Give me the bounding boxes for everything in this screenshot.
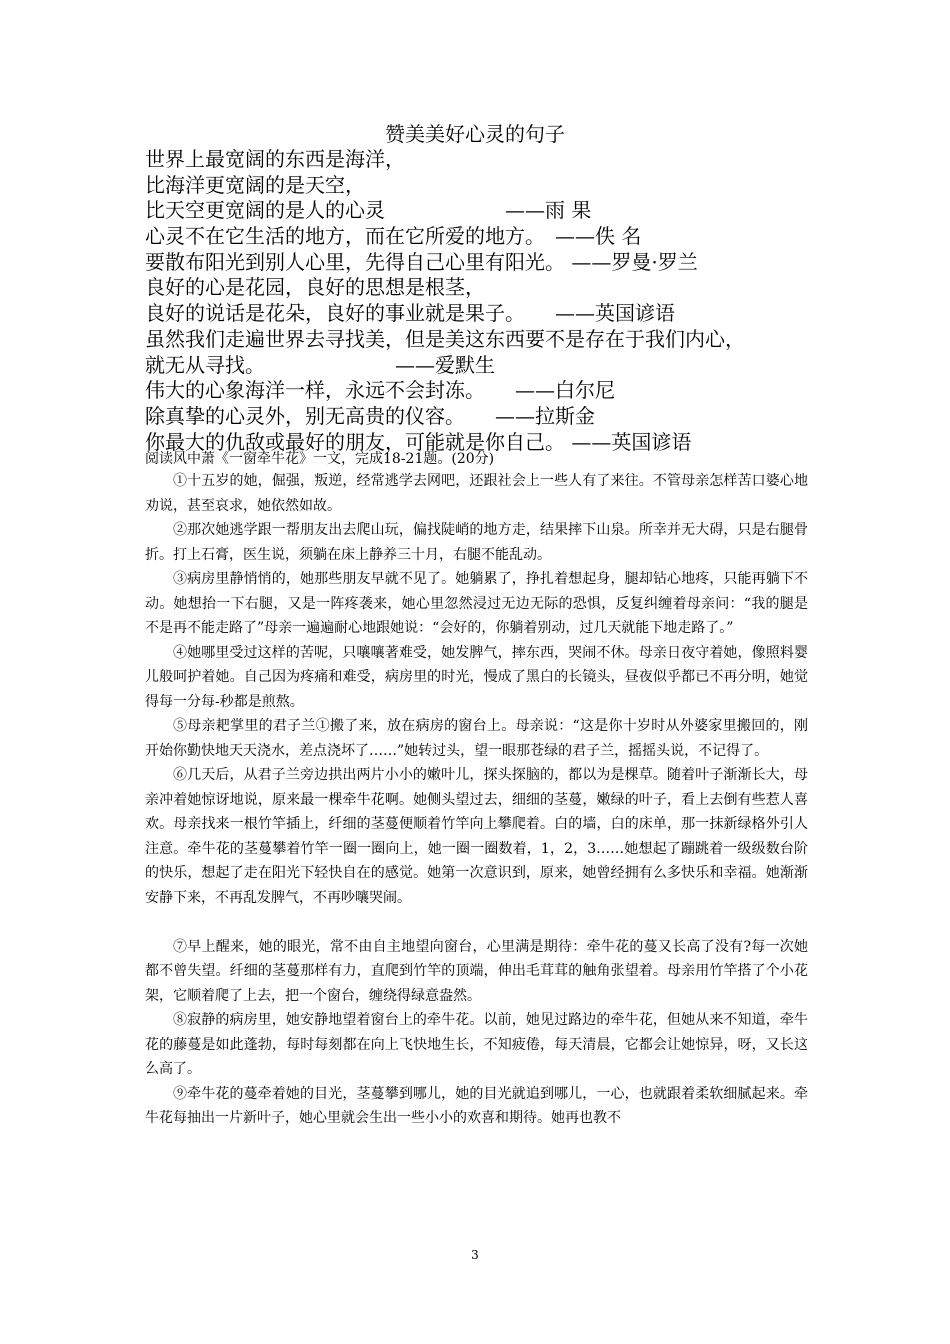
quote-line: 虽然我们走遍世界去寻找美，但是美这东西要不是存在于我们内心， (145, 326, 745, 351)
passage-paragraph: ②那次她逃学跟一帮朋友出去爬山玩，偏找陡峭的地方走，结果摔下山泉。所幸并无大碍，只是右腿骨折。打上石膏，医生说，须躺在床上静养三十月，右腿不能乱动。 (145, 522, 808, 563)
quote-line: 心灵不在它生活的地方，而在它所爱的地方。 ——佚 名 (145, 224, 642, 249)
quote-line: 良好的心是花园，良好的思想是根茎， (145, 275, 485, 300)
page-number: 3 (471, 1248, 479, 1262)
passage-paragraph: ①十五岁的她，倔强，叛逆，经常逃学去网吧，还跟社会上一些人有了来往。不管母亲怎样苦口婆心地劝说，甚至哀求，她依然如故。 (145, 473, 808, 514)
quote-line: 比海洋更宽阔的是天空， (145, 172, 365, 197)
passage-paragraph: ⑦早上醒来，她的眼光，常不由自主地望向窗台，心里满是期待：牵牛花的蔓又长高了没有?每一次她都不曾失望。纤细的茎蔓那样有力，直爬到竹竿的顶端，伸出毛茸茸的触角张望着。母亲用竹竿搭了个小花架，它顺着爬了上去，把一个窗台，缠绕得绿意盎然。 (145, 938, 808, 1004)
quote-line: 就无从寻找。 ——爱默生 (145, 352, 495, 377)
quote-line: 良好的说话是花朵，良好的事业就是果子。 ——英国谚语 (145, 301, 675, 326)
passage-paragraph: ⑤母亲耙掌里的君子兰①搬了来，放在病房的窗台上。母亲说：“这是你十岁时从外婆家里搬回的，刚开始你勤快地天天浇水，差点浇坏了……”她转过头，望一眼那苍绿的君子兰，摇摇头说，不记得了。 (145, 718, 808, 759)
passage-paragraph: ⑧寂静的病房里，她安静地望着窗台上的牵牛花。以前，她见过路边的牵牛花，但她从来不知道，牵牛花的藤蔓是如此蓬勃，每时每刻都在向上飞快地生长，不知疲倦，每天清晨，它都会让她惊异，呀，又长这么高了。 (145, 1012, 808, 1077)
quotes-block (145, 147, 835, 455)
quote-line: 要散布阳光到别人心里，先得自己心里有阳光。 ——罗曼·罗兰 (145, 249, 698, 274)
quote-line: 你最大的仇敌或最好的朋友，可能就是你自己。 ——英国谚语 (145, 429, 692, 454)
paragraph-gap (145, 910, 808, 935)
quote-line: 除真挚的心灵外，别无高贵的仪容。 ——拉斯金 (145, 403, 595, 428)
document-title: 赞美美好心灵的句子 (385, 122, 565, 146)
passage-paragraph: ⑨牵牛花的蔓牵着她的目光，茎蔓攀到哪儿，她的目光就追到哪儿，一心，也就跟着柔软细腻起来。牵牛花每抽出一片新叶子，她心里就会生出一些小小的欢喜和期待。她再也教不 (145, 1085, 808, 1126)
reading-passage (145, 469, 808, 1131)
passage-paragraph: ③病房里静悄悄的，她那些朋友早就不见了。她躺累了，挣扎着想起身，腿却钻心地疼，只能再躺下不动。她想抬一下右腿，又是一阵疼袭来，她心里忽然浸过无边无际的恐惧，反复纠缠着母亲问：“我的腿是不是再不能走路了”母亲一遍遍耐心地跟她说：“会好的，你躺着别动，过几天就能下地走路了。” (145, 571, 808, 636)
quote-line: 比天空更宽阔的是人的心灵 ——雨 果 (145, 198, 592, 223)
reading-instruction: 阅读风中萧《一窗牵牛花》一文，完成18-21题。(20分) (145, 451, 495, 467)
passage-paragraph: ⑥几天后，从君子兰旁边拱出两片小小的嫩叶儿，探头探脑的，都以为是棵草。随着叶子渐渐长大，母亲冲着她惊讶地说，原来最一棵牵牛花啊。她侧头望过去，细细的茎蔓，嫩绿的叶子，看上去倒有些惹人喜欢。母亲找来一根竹竿插上，纤细的茎蔓便顺着竹竿向上攀爬着。白的墙，白的床单，那一抹新绿格外引人注意。牵牛花的茎蔓攀着竹竿一圈一圈向上，她一圈一圈数着，1，2，3……她想起了蹦跳着一级级数台阶的快乐，想起了走在阳光下轻快自在的感觉。她第一次意识到，原来，她曾经拥有么多快乐和幸福。她渐渐安静下来，不再乱发脾气，不再吵嚷哭闹。 (145, 767, 808, 906)
quote-line: 世界上最宽阔的东西是海洋， (145, 147, 405, 171)
passage-paragraph: ④她哪里受过这样的苦呢，只嚷嚷著难受，她发脾气，摔东西，哭闹不休。母亲日夜守着她，像照料婴儿般呵护着她。自己因为疼痛和难受，病房里的时光，慢成了黑白的长镜头，昼夜似乎都已不再分明，她觉得每一分每-秒都是煎熬。 (145, 644, 808, 710)
quote-line: 伟大的心象海洋一样，永远不会封冻。 ——白尔尼 (145, 378, 615, 403)
